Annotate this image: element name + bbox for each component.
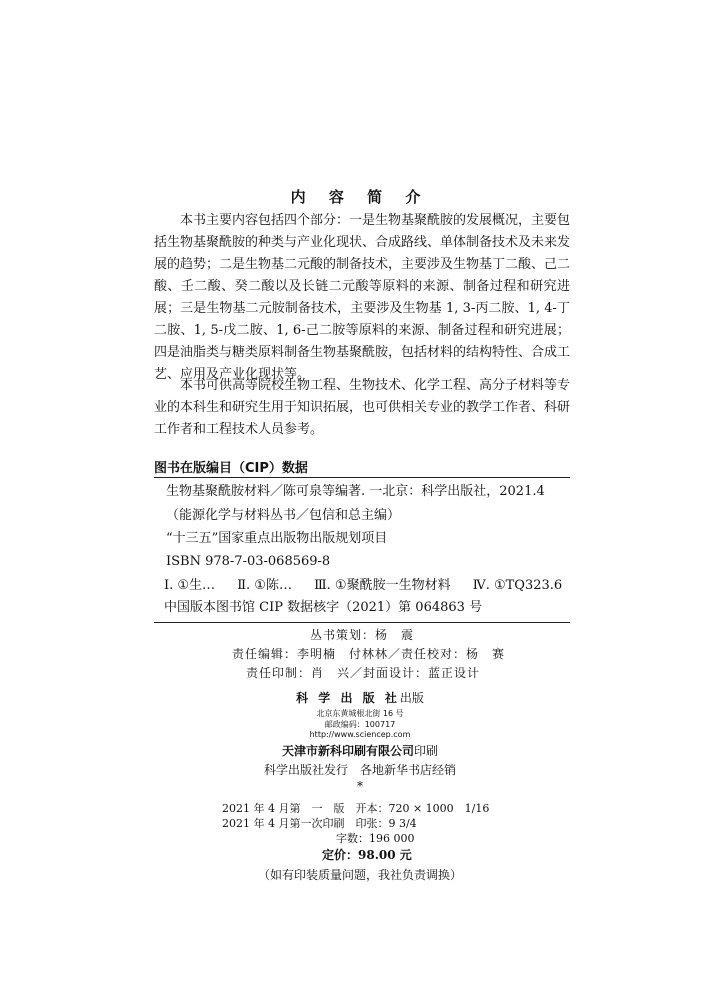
credit-print-design: 责任印制：肖 兴／封面设计：蓝正设计	[246, 666, 481, 680]
distribution-line: 科学出版社发行 各地新华书店经销	[263, 763, 456, 777]
spec-word-count: 字数：196 000	[336, 832, 415, 845]
printer-name: 天津市新科印刷有限公司	[281, 744, 414, 758]
publisher-address: 北京东黄城根北街 16 号	[316, 709, 404, 718]
cip-class-3: Ⅲ. ①聚酰胺一生物材料	[314, 578, 451, 593]
printer-line	[0, 742, 720, 759]
cip-title: 图书在版编目（CIP）数据	[154, 461, 308, 476]
cip-bottom-rule	[154, 622, 570, 623]
credit-editors: 责任编辑：李明楠 付林林／责任校对：杨 赛	[232, 647, 506, 661]
publisher-postcode: 邮政编码：100717	[324, 720, 396, 729]
publisher-name: 科 学 出 版 社	[296, 691, 400, 705]
separator-star: *	[357, 779, 363, 793]
spec-edition: 2021 年 4 月第 一 版 开本：720 × 1000 1/16	[222, 802, 490, 815]
summary-paragraph-2: 本书可供高等院校生物工程、生物技术、化学工程、高分子材料等专业的本科生和研究生用于知识拓展，也可供相关专业的教学工作者、科研工作者和工程技术人员参考。	[154, 378, 571, 437]
cip-top-rule	[154, 477, 570, 478]
summary-title: 内 容 简 介	[290, 188, 430, 206]
cip-line-3: “十三五”国家重点出版物出版规划项目	[166, 531, 388, 546]
cip-class-1: Ⅰ. ①生…	[164, 578, 216, 593]
cip-class-4: Ⅳ. ①TQ323.6	[472, 578, 563, 593]
cip-verification: 中国版本图书馆 CIP 数据核字（2021）第 064863 号	[164, 600, 483, 615]
spec-price: 定价：98.00 元	[322, 848, 412, 862]
publisher-suffix: 出版	[399, 691, 424, 705]
cip-line-1: 生物基聚酰胺材料／陈可泉等编著. 一北京：科学出版社，2021.4	[166, 484, 545, 499]
credit-planner: 丛书策划：杨 震	[310, 628, 415, 642]
cip-isbn: ISBN 978-7-03-068569-8	[166, 554, 331, 569]
cip-line-2: （能源化学与材料丛书／包信和总主编）	[166, 508, 401, 523]
publisher-line	[0, 689, 720, 706]
publisher-website: http://www.sciencep.com	[309, 730, 411, 739]
spec-printing: 2021 年 4 月第一次印刷 印张：9 3/4	[222, 817, 417, 830]
cip-classifications	[164, 574, 580, 593]
cip-class-2: Ⅱ. ①陈…	[237, 578, 292, 593]
summary-paragraph-1: 本书主要内容包括四个部分：一是生物基聚酰胺的发展概况，主要包括生物基聚酰胺的种类与产业化现状、合成路线、单体制备技术及未来发展的趋势；二是生物基二元酸的制备技术，主要涉及生物基丁二酸、己二酸、壬二酸、癸二酸以及长链二元酸等原料的来源、制备过程和研究进展；三是生物基二元胺制备技术，主要涉及生物基 1, 3-丙二胺、1, 4-丁二胺、1, 5-戊二胺、1, 6-己二胺等原料的来源、制备过程和研究进展；四是油脂类与糖类原料制备生物基聚酰胺，包括材料的结构特性、合成工艺、应用及产业化现状等。	[154, 213, 571, 382]
printer-suffix: 印刷	[414, 744, 439, 758]
spec-note: （如有印装质量问题，我社负责调换）	[257, 868, 462, 882]
